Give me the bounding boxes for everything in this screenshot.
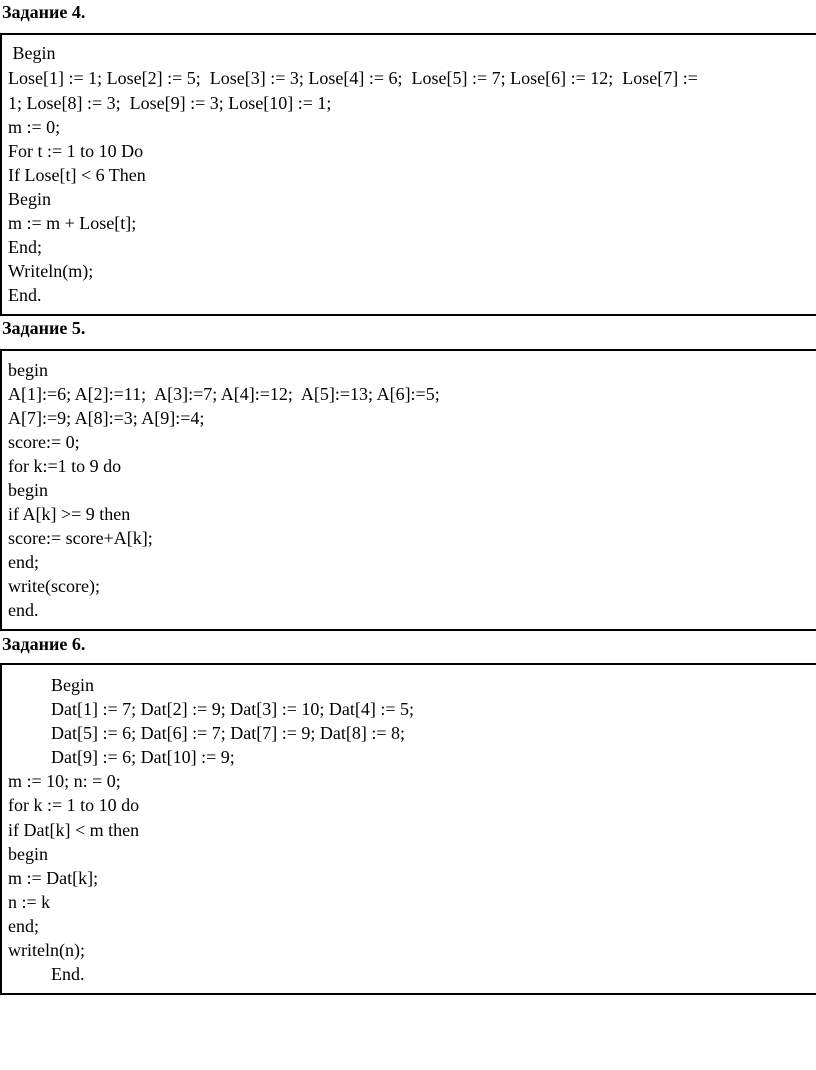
code-line: end. xyxy=(8,600,39,620)
code-line: end; xyxy=(8,552,39,572)
code-line: Begin xyxy=(51,675,94,695)
code-line: for k:=1 to 9 do xyxy=(8,456,122,476)
code-line: A[1]:=6; A[2]:=11; A[3]:=7; A[4]:=12; A[5]:=13; A[6]:=5; xyxy=(8,384,440,404)
code-line: end; xyxy=(8,916,39,936)
code-line: write(score); xyxy=(8,576,100,596)
code-line: if A[k] >= 9 then xyxy=(8,504,131,524)
code-line: Dat[9] := 6; Dat[10] := 9; xyxy=(51,747,235,767)
code-line: Begin xyxy=(8,43,56,63)
code-line: For t := 1 to 10 Do xyxy=(8,141,144,161)
code-line: Lose[1] := 1; Lose[2] := 5; Lose[3] := 3; Lose[4] := 6; Lose[5] := 7; Lose[6] := 12; Lose[7] := xyxy=(8,68,698,88)
code-line: begin xyxy=(8,844,48,864)
code-line: 1; Lose[8] := 3; Lose[9] := 3; Lose[10] := 1; xyxy=(8,93,332,113)
code-line: End. xyxy=(8,285,42,305)
code-line: score:= 0; xyxy=(8,432,80,452)
code-line: Writeln(m); xyxy=(8,261,94,281)
code-line: m := Dat[k]; xyxy=(8,868,99,888)
code-line: If Lose[t] < 6 Then xyxy=(8,165,146,185)
task-4-title: Задание 4. xyxy=(2,2,86,22)
code-line: End. xyxy=(51,964,85,984)
code-line: begin xyxy=(8,480,48,500)
task-5-title: Задание 5. xyxy=(2,318,86,338)
code-line: score:= score+A[k]; xyxy=(8,528,153,548)
task-6-title: Задание 6. xyxy=(2,634,86,654)
code-line: A[7]:=9; A[8]:=3; A[9]:=4; xyxy=(8,408,205,428)
code-line: if Dat[k] < m then xyxy=(8,820,140,840)
code-line: Dat[1] := 7; Dat[2] := 9; Dat[3] := 10; Dat[4] := 5; xyxy=(51,699,415,719)
code-line: writeln(n); xyxy=(8,940,85,960)
code-line: m := 0; xyxy=(8,117,61,137)
code-line: End; xyxy=(8,237,42,257)
code-line: m := m + Lose[t]; xyxy=(8,213,137,233)
code-line: Dat[5] := 6; Dat[6] := 7; Dat[7] := 9; Dat[8] := 8; xyxy=(51,723,406,743)
code-line: for k := 1 to 10 do xyxy=(8,795,140,815)
code-line: Begin xyxy=(8,189,51,209)
code-line: m := 10; n: = 0; xyxy=(8,771,121,791)
code-line: n := k xyxy=(8,892,51,912)
code-line: begin xyxy=(8,360,48,380)
